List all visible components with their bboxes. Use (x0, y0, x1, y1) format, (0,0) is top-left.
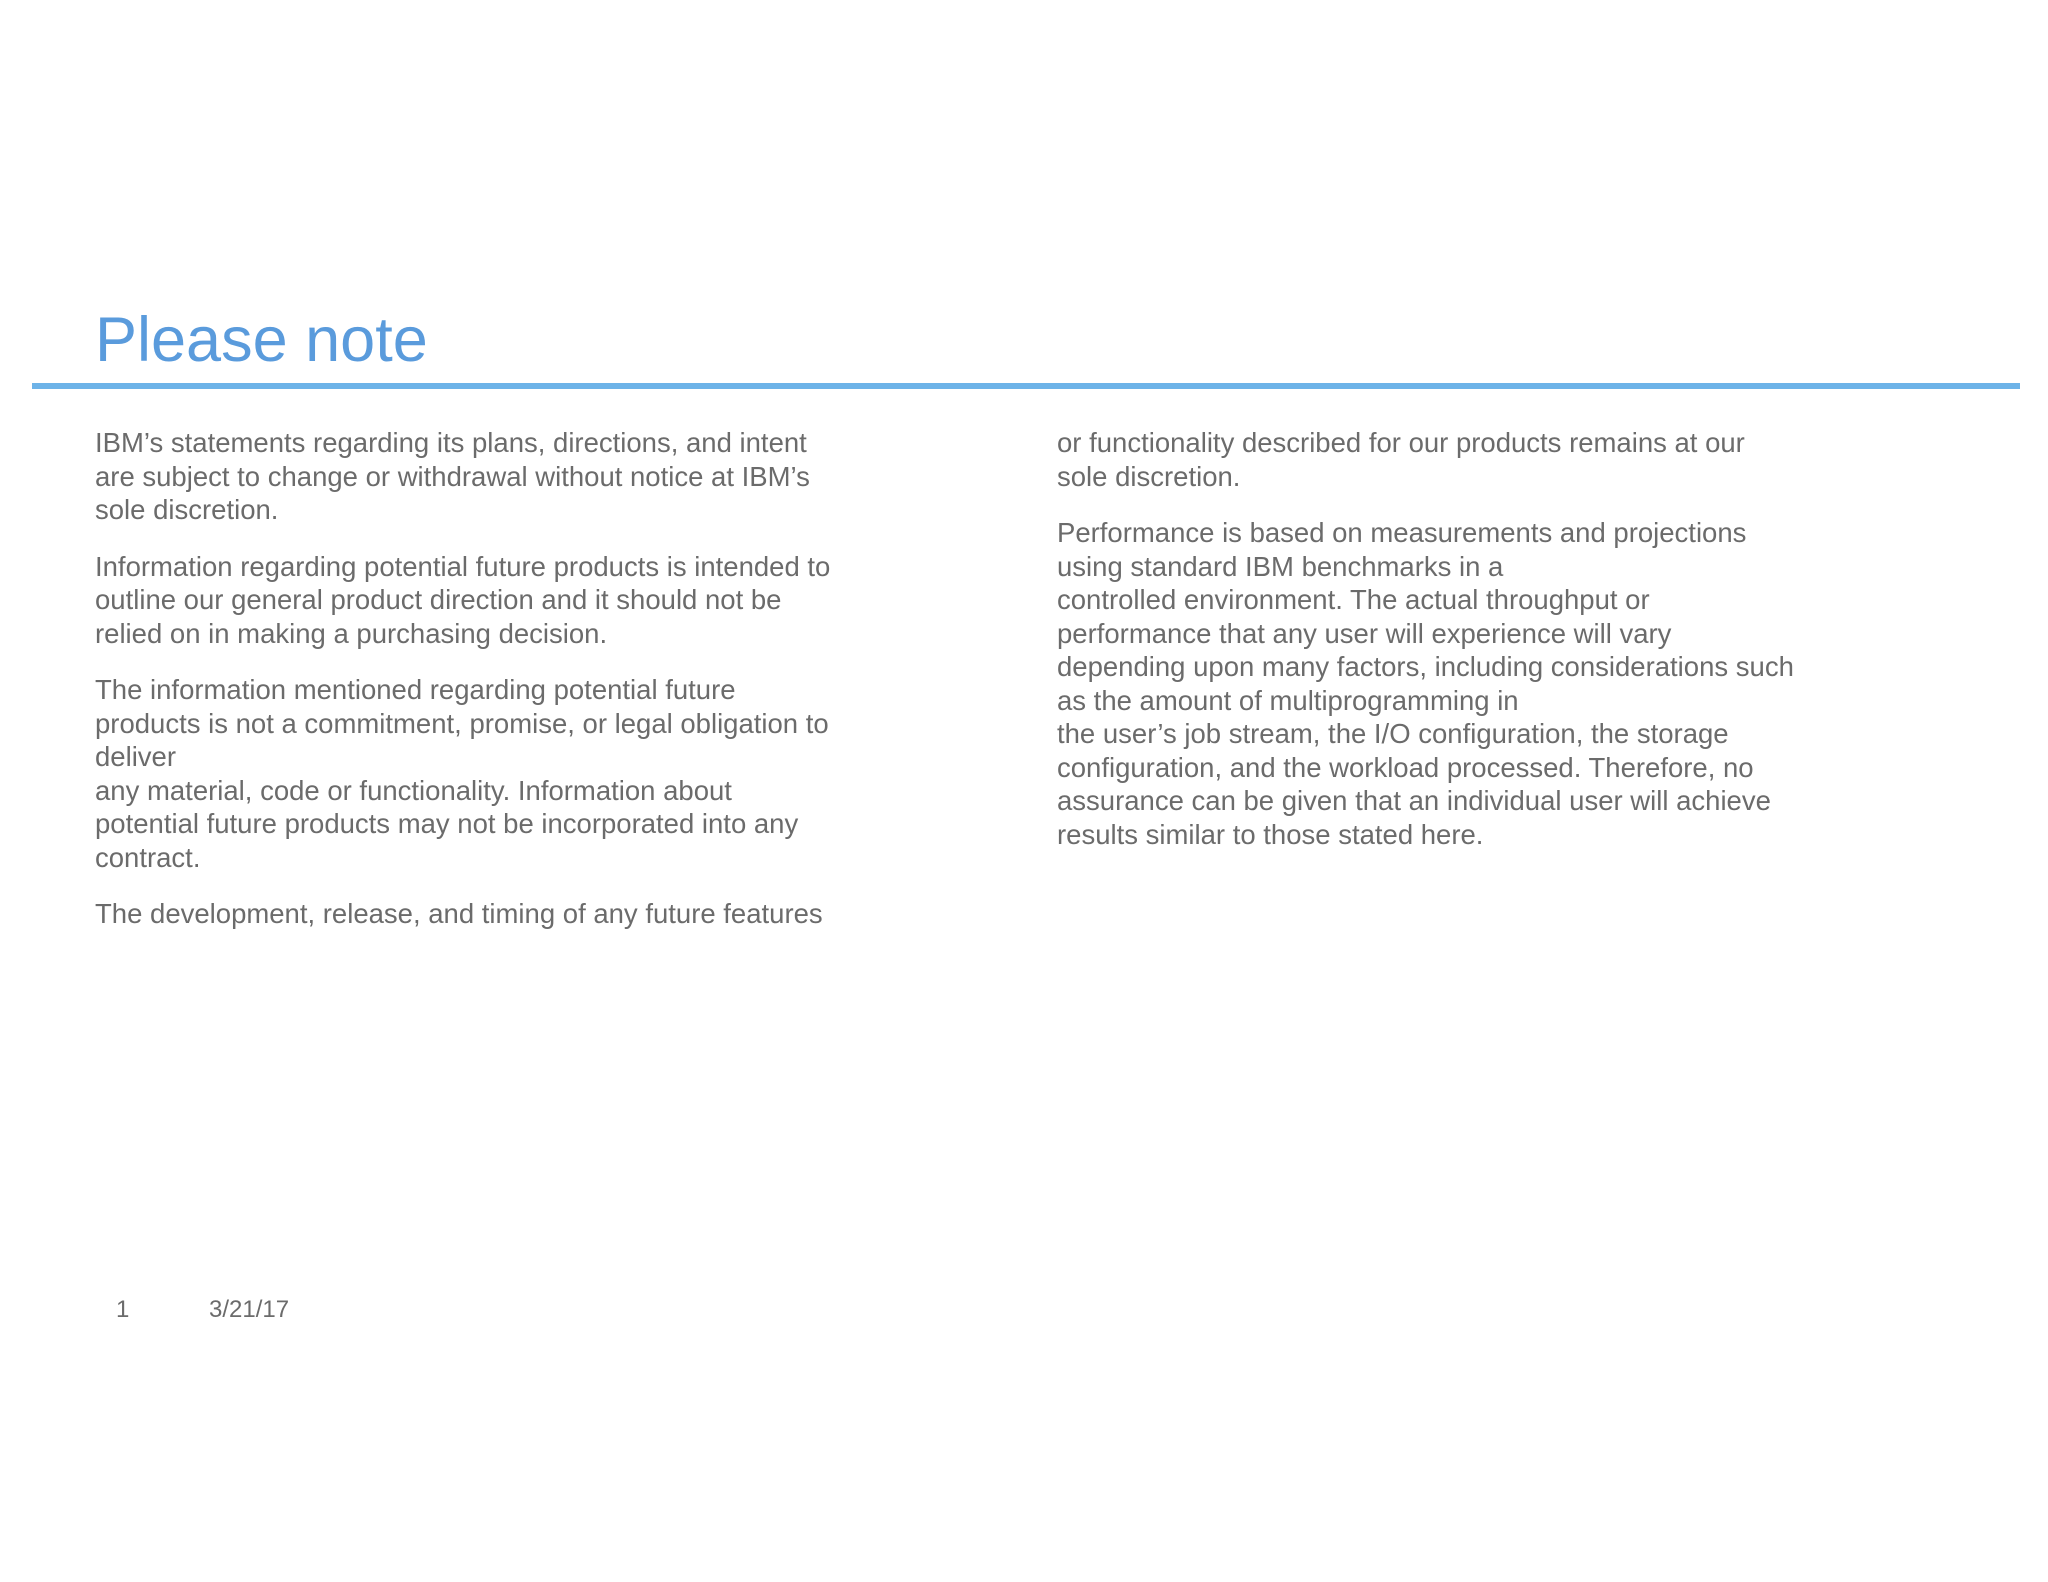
text-line: Performance is based on measurements and projections (1057, 517, 1747, 548)
text-line: or functionality described for our products remains at our (1057, 427, 1745, 458)
disclaimer-paragraph (1057, 426, 1857, 493)
footer-date: 3/21/17 (209, 1296, 290, 1323)
text-line: contract. (95, 841, 201, 873)
text-line: sole discretion. (1057, 460, 1241, 492)
text-line: any material, code or functionality. Information about (95, 774, 732, 806)
text-line: using standard IBM benchmarks in a (1057, 550, 1504, 582)
left-text-column (95, 426, 895, 954)
disclaimer-paragraph (95, 426, 895, 527)
text-line: relied on in making a purchasing decision. (95, 617, 608, 649)
title-divider (32, 383, 2020, 389)
text-line: performance that any user will experience will vary (1057, 617, 1672, 649)
right-text-column (1057, 426, 1857, 874)
disclaimer-paragraph (95, 550, 895, 651)
text-line: sole discretion. (95, 494, 279, 525)
text-line: the user’s job stream, the I/O configuration, the storage (1057, 718, 1729, 749)
text-line: The information mentioned regarding potential future (95, 674, 736, 705)
text-line: configuration, and the workload processed. Therefore, no (1057, 751, 1754, 783)
disclaimer-paragraph (95, 897, 895, 931)
text-line: Information regarding potential future products is intended to (95, 550, 831, 582)
text-line: as the amount of multiprogramming in (1057, 684, 1519, 716)
text-line: potential future products may not be incorporated into any (95, 808, 799, 839)
performance-paragraph (1057, 516, 1857, 851)
text-line: controlled environment. The actual throughput or (1057, 584, 1650, 615)
text-line: are subject to change or withdrawal without notice at IBM’s (95, 460, 810, 492)
text-line: deliver (95, 741, 177, 772)
text-line: depending upon many factors, including considerations such (1057, 651, 1794, 682)
text-line: The development, release, and timing of any future features (95, 898, 823, 929)
text-line: outline our general product direction and it should not be (95, 584, 782, 615)
text-line: products is not a commitment, promise, or legal obligation to (95, 707, 829, 739)
page-title: Please note (95, 305, 428, 375)
disclaimer-paragraph (95, 673, 895, 874)
text-line: results similar to those stated here. (1057, 818, 1484, 850)
text-line: assurance can be given that an individual user will achieve (1057, 785, 1771, 816)
text-line: IBM’s statements regarding its plans, directions, and intent (95, 427, 807, 458)
footer-page-number: 1 (116, 1296, 130, 1323)
